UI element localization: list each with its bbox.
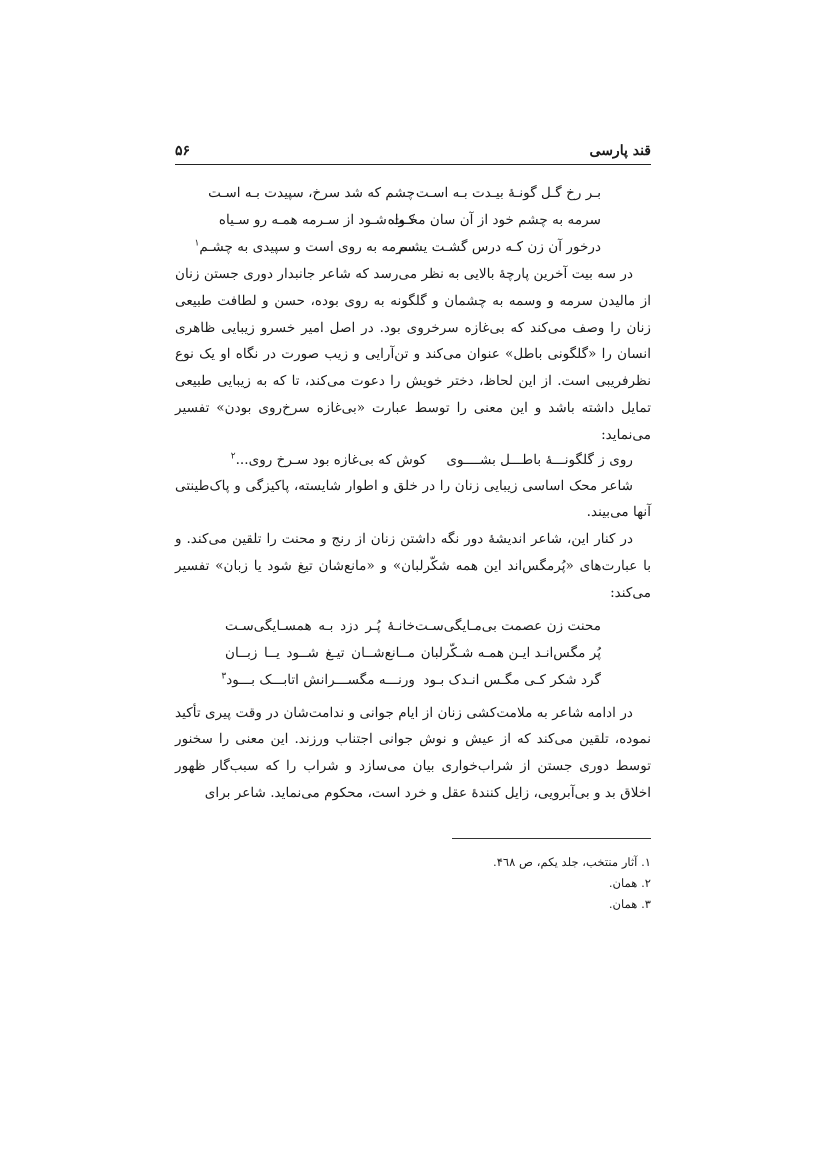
footnote: ۱. آثار منتخب، جلد یکم، ص ۴٦۸. [493, 855, 651, 869]
couplet [175, 449, 651, 473]
couplet [175, 234, 651, 261]
paragraph: در کنار این، شاعر اندیشهٔ دور نگه داشتن زنان از رنج و محنت را تلقین می‌کند. و با عبارت‌های «پُرمگس‌اند این همه شکّرلبان» و «مانع‌شان تیغ شود یا زبان» تفسیر می‌کند: [175, 531, 651, 601]
hemistich-first: گرد شکر کـی مگـس انـدک بـود [423, 671, 601, 688]
page-number: ۵۶ [175, 143, 191, 159]
hemistich-second: کوش که بی‌غازه بود سـرخ روی...$^۲$ [230, 451, 427, 468]
verse-block-2 [175, 613, 651, 694]
hemistich-second: چشم که شد سرخ، سپیدت بـه اسـت [208, 185, 415, 201]
footnote-separator [452, 838, 651, 839]
hemistich-first: سرمه به چشم خود از آن سان مخـواه [387, 212, 601, 228]
footnote: ۳. همان. [608, 897, 651, 911]
hemistich-second: ورنـــه مگســـرانش اتابـــک بـــود$^۳$ [221, 671, 415, 688]
couplet [175, 667, 651, 694]
running-title: قند پارسی [589, 143, 651, 159]
paragraph: شاعر محک اساسی زیبایی زنان را در خلق و اطوار شایسته، پاکیزگی و پاک‌طینتی آنها می‌بیند. [175, 477, 651, 521]
hemistich-first: درخور آن زن کـه درس گشـت یشـم [398, 239, 601, 255]
hemistich-second: کـت شـود از سـرمه همـه رو سـیاه [218, 212, 415, 228]
couplet [175, 613, 651, 640]
hemistich-second: مــانع‌شــان تیـغ شــود یــا زبــان [225, 644, 415, 661]
couplet [175, 180, 651, 207]
hemistich-second: خانـهٔ پُـر دزد بـه همسـایگی‌سـت [225, 617, 415, 634]
footnote: ۲. همان. [608, 876, 651, 890]
couplet [175, 640, 651, 667]
page-header [175, 138, 651, 165]
hemistich-first: پُر مگس‌انـد ایـن همـه شـکّرلبان [420, 644, 601, 661]
footnotes [175, 852, 651, 915]
hemistich-first: محنت زن عصمت بی‌مـایگی‌سـت [415, 617, 601, 634]
hemistich-first: بـر رخ گـل گونـهٔ بیـدت بـه اسـت [415, 185, 601, 201]
paragraph: در ادامه شاعر به ملامت‌کشی زنان از ایام جوانی و ندامت‌شان در وقت پیری تأکید نموده، تلقین می‌کند که از عیش و نوش جوانی اجتناب ورزند. این معنی را سخنور توسط دوری جستن از شراب‌خواری بیان می‌سازد و شراب را که سبب‌گار ظهور اخلاق بد و بی‌آبرویی، زایل کنندهٔ عقل و خرد است، محکوم می‌نماید. شاعر برای [175, 704, 651, 801]
footnote-marker: ۳ [221, 671, 227, 682]
page-body [175, 180, 651, 807]
footnote-marker: ۲ [230, 451, 236, 462]
couplet [175, 207, 651, 234]
verse-block-1 [175, 180, 651, 261]
hemistich-second: سرمه به روی است و سپیدی به چشـم$^۱$ [194, 238, 415, 255]
hemistich-first: روی ز گلگونـــهٔ باطـــل بشــــوی [446, 451, 633, 468]
footnote-marker: ۱ [194, 238, 200, 249]
paragraph: در سه بیت آخرین پارچهٔ بالایی به نظر می‌رسد که شاعر جانبدار دوری جستن زنان از مالیدن سرمه و وسمه به چشمان و گلگونه به روی بوده، حسن و لطافت طبیعی زنان را وصف می‌کند که بی‌غازه سرخروی بود. در اصل امیر خسرو زیبایی ظاهری انسان را «گلگونی باطل» عنوان می‌کند و تن‌آرایی و زیب صورت در نگاه او یک نوع نظرفریبی است. از این لحاظ، دختر خویش را دعوت می‌کند، تا که به زیبایی طبیعی تمایل داشته باشد و این معنی را توسط عبارت «بی‌غازه سرخ‌روی بودن» تفسیر می‌نماید: [175, 266, 651, 443]
